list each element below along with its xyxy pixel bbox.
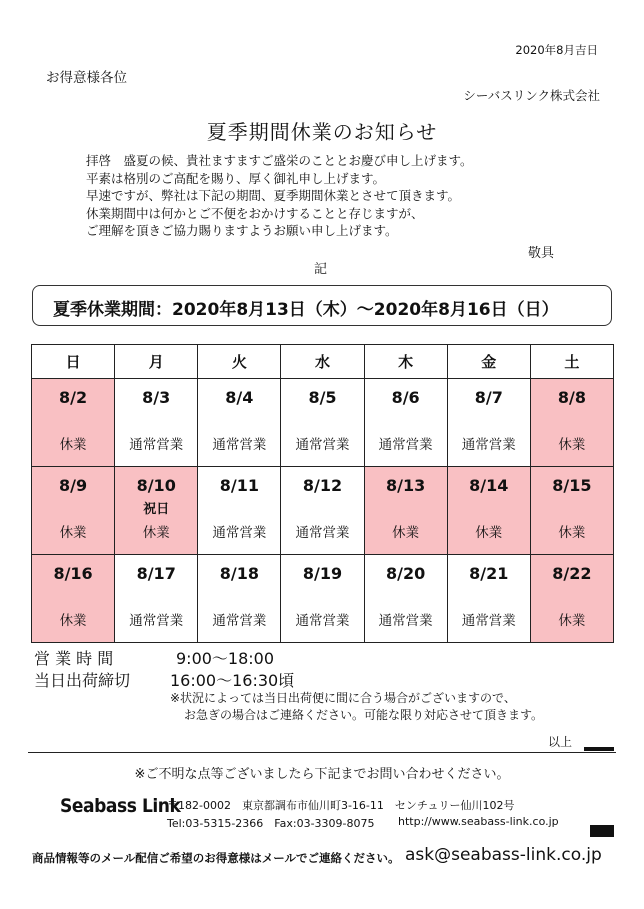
calendar-day-cell (281, 467, 364, 555)
page-title: 夏季期間休業のお知らせ (206, 120, 438, 144)
calendar-day-cell (364, 379, 447, 467)
holiday-period-text: 夏季休業期間：2020年8月13日（木）～2020年8月16日（日） (53, 300, 559, 320)
day-status: 休業 (59, 525, 87, 541)
day-status: 通常営業 (295, 525, 350, 541)
day-status: 休業 (59, 437, 87, 453)
day-date: 8/6 (391, 388, 420, 407)
seabass-link-logo: Seabass Link (60, 795, 181, 817)
day-status: 通常営業 (378, 437, 433, 453)
day-date: 8/7 (474, 388, 503, 407)
addressee: お得意様各位 (46, 70, 127, 86)
day-status: 休業 (142, 525, 170, 541)
day-date: 8/4 (225, 388, 254, 407)
company-phone: Tel:03-5315-2366 Fax:03-3309-8075 (167, 817, 375, 830)
greeting-line: ご理解を頂きご協力賜りますようお願い申し上げます。 (86, 223, 398, 238)
day-date: 8/14 (469, 476, 509, 495)
calendar-week-row (32, 467, 614, 555)
calendar-day-cell (530, 467, 613, 555)
day-status: 休業 (558, 613, 586, 629)
holiday-period-box (32, 285, 612, 326)
day-status: 休業 (558, 437, 586, 453)
day-date: 8/5 (308, 388, 337, 407)
day-holiday-label: 祝日 (143, 502, 170, 517)
calendar-day-cell (115, 467, 198, 555)
weekday-header: 日 (32, 345, 115, 379)
calendar-day-cell (447, 379, 530, 467)
calendar-body (32, 379, 614, 643)
calendar-day-cell (32, 555, 115, 643)
day-date: 8/2 (59, 388, 88, 407)
day-date: 8/10 (136, 476, 176, 495)
day-status: 通常営業 (295, 437, 350, 453)
weekday-header-row (32, 345, 614, 379)
calendar-day-cell (530, 555, 613, 643)
greeting-line: 拝啓 盛夏の候、貴社ますますご盛栄のこととお慶び申し上げます。 (86, 153, 473, 168)
weekday-header: 火 (198, 345, 281, 379)
calendar-day-cell (364, 467, 447, 555)
calendar-week-row (32, 555, 614, 643)
mail-request-note: 商品情報等のメール配信ご希望のお得意様はメールでご連絡ください。 (32, 851, 400, 865)
weekday-header: 月 (115, 345, 198, 379)
day-status: 通常営業 (212, 437, 267, 453)
business-hours-label: 営 業 時 間 (34, 649, 114, 668)
calendar-day-cell (32, 467, 115, 555)
holiday-calendar (31, 344, 614, 643)
day-status: 休業 (558, 525, 586, 541)
day-date: 8/9 (59, 476, 88, 495)
day-date: 8/16 (53, 564, 93, 583)
day-date: 8/20 (386, 564, 426, 583)
calendar-week-row (32, 379, 614, 467)
divider (28, 752, 616, 753)
shipping-note (170, 690, 543, 724)
day-date: 8/12 (302, 476, 343, 495)
day-status: 通常営業 (378, 613, 433, 629)
inquiry-note: ※ご不明な点等ございましたら下記までお問い合わせください。 (134, 767, 510, 782)
company-address: 〒182-0002 東京都調布市仙川町3-16-11 センチュリー仙川102号 (167, 799, 515, 812)
weekday-header: 水 (281, 345, 364, 379)
calendar-day-cell (364, 555, 447, 643)
day-status: 通常営業 (461, 437, 516, 453)
closing-keigu: 敬具 (528, 246, 555, 261)
shipping-cutoff-value: 16:00～16:30頃 (170, 671, 295, 690)
calendar-day-cell (447, 467, 530, 555)
day-status: 通常営業 (295, 613, 350, 629)
calendar-day-cell (198, 467, 281, 555)
note-line: お急ぎの場合はご連絡ください。可能な限り対応させて頂きます。 (184, 708, 544, 722)
day-date: 8/13 (386, 476, 426, 495)
business-hours-value: 9:00～18:00 (176, 649, 275, 668)
corner-block (590, 825, 614, 837)
weekday-header: 土 (530, 345, 613, 379)
greeting-line: 早速ですが、弊社は下記の期間、夏季期間休業とさせて頂きます。 (86, 188, 461, 203)
calendar-day-cell (115, 379, 198, 467)
shipping-cutoff-label: 当日出荷締切 (34, 671, 131, 690)
weekday-header: 木 (364, 345, 447, 379)
ijou-underline (584, 747, 614, 751)
day-date: 8/22 (552, 564, 592, 583)
day-status: 通常営業 (129, 613, 184, 629)
calendar-day-cell (198, 379, 281, 467)
day-date: 8/21 (469, 564, 509, 583)
day-date: 8/18 (219, 564, 259, 583)
day-status: 通常営業 (212, 525, 267, 541)
day-status: 休業 (59, 613, 87, 629)
greeting-line: 平素は格別のご高配を賜り、厚く御礼申し上げます。 (86, 170, 386, 186)
calendar-day-cell (281, 555, 364, 643)
calendar-day-cell (530, 379, 613, 467)
day-status: 休業 (392, 525, 420, 541)
day-date: 8/11 (219, 476, 259, 495)
day-date: 8/15 (552, 476, 592, 495)
day-date: 8/8 (557, 388, 586, 407)
greeting-paragraph (86, 152, 473, 240)
closing-ijou: 以上 (548, 735, 573, 749)
company-website-link[interactable]: http://www.seabass-link.co.jp (398, 815, 559, 828)
note-line: ※状況によっては当日出荷便に間に合う場合がございますので、 (170, 691, 516, 705)
calendar-day-cell (115, 555, 198, 643)
day-date: 8/17 (136, 564, 176, 583)
calendar-day-cell (447, 555, 530, 643)
day-date: 8/3 (142, 388, 171, 407)
greeting-line: 休業期間中は何かとご不便をおかけすることと存じますが、 (86, 205, 424, 221)
calendar-day-cell (198, 555, 281, 643)
calendar-day-cell (281, 379, 364, 467)
calendar-day-cell (32, 379, 115, 467)
day-status: 通常営業 (461, 613, 516, 629)
day-status: 通常営業 (129, 437, 184, 453)
ki-mark: 記 (314, 262, 328, 277)
issue-date: 2020年8月吉日 (515, 43, 598, 57)
contact-email-link[interactable]: ask@seabass-link.co.jp (405, 845, 602, 865)
day-date: 8/19 (302, 564, 343, 583)
weekday-header: 金 (447, 345, 530, 379)
company-name: シーバスリンク株式会社 (463, 88, 600, 103)
day-status: 休業 (475, 525, 503, 541)
day-status: 通常営業 (212, 613, 267, 629)
